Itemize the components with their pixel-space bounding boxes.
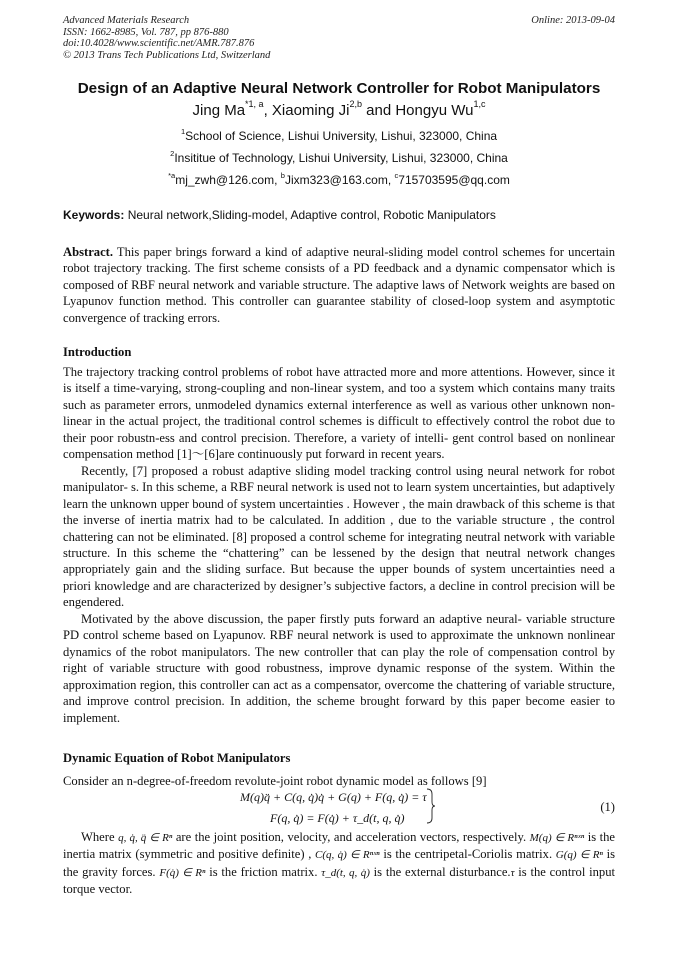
email-b: Jixm323@163.com, xyxy=(284,173,395,187)
paragraph: Recently, [7] proposed a robust adaptive sliding model tracking control using neural network for robot manipulator- s. In this scheme, a RBF neural network is used not to learn system uncertainties, but adaptively learn the unknown upper bound of system uncertainties . However , the main drawback of this scheme is that the inverse of inertia matrix had to be calculated. In addition , due to the variable structure , the control chattering can not be eliminated. [8] proposed a control scheme for integrating neutral network with variable structure. In this scheme the “chattering” can be lessened by the design that neutral network changes appropriately gain and the sliding surface. But because the upper bounds of system uncertainties need a priori knowledge and are characterized by designer’s subjective factors, a decline in control precision will be engendered. xyxy=(63,463,615,610)
email-a: mj_zwh@126.com, xyxy=(175,173,281,187)
keywords-label: Keywords: xyxy=(63,208,125,222)
dynamics-intro: Consider an n-degree-of-freedom revolute-joint robot dynamic model as follows [9] xyxy=(63,774,487,788)
author-emails: $^{*a}$mj_zwh@126.com, $^b$Jixm323@163.com, $^c$715703595@qq.com xyxy=(168,171,510,187)
introduction-body xyxy=(63,364,615,726)
journal-name: Advanced Materials Research xyxy=(63,15,190,26)
copyright: © 2013 Trans Tech Publications Ltd, Switzerland xyxy=(63,49,271,61)
paragraph: Motivated by the above discussion, the paper firstly puts forward an adaptive neural- variable structure PD control scheme based on Lyapunov. RBF neural network is used to approximate the unknown nonlinear dynamics of the robot manipulators. The new controller that can play the role of compensation control by right of variable structure with good robustness, improve dynamic response of the system. Within the approximation region, this controller can act as a compensator, overcome the chattering of variable structure, and improve control precision. In addition, the scheme brought forward by this paper become easier to implement. xyxy=(63,611,615,725)
section-heading-dynamics: Dynamic Equation of Robot Manipulators xyxy=(63,751,291,765)
equation-description xyxy=(63,829,615,898)
math-inline: G(q) ∈ Rⁿ xyxy=(555,849,603,862)
math-inline: M(q) ∈ Rⁿˣⁿ xyxy=(529,832,585,844)
author-name: Xiaoming Ji xyxy=(271,102,350,119)
affiliation-2: $^2$Insititue of Technology, Lishui University, Lishui, 323000, China xyxy=(170,149,508,165)
keywords xyxy=(63,208,623,223)
math-inline: τ_d(t, q, q̇) xyxy=(321,866,370,879)
journal-header xyxy=(63,15,270,61)
math-inline: q, q̇, q̈ ∈ Rⁿ xyxy=(118,832,173,844)
online-date: Online: 2013-09-04 xyxy=(531,15,615,26)
math-inline: C(q, q̇) ∈ Rⁿˣⁿ xyxy=(315,849,380,862)
issn: ISSN: 1662-8985, Vol. 787, pp 876-880 xyxy=(63,26,229,38)
author-sup: *1, a xyxy=(245,99,264,109)
abstract-text: This paper brings forward a kind of adaptive neural-sliding model control schemes for uncertain robot trajectory tracking. The first scheme consists of a PD feedback and a dynamic compensator which is composed of RBF neural network and variable structure. The adaptive laws of Network weights are based on Lyapunov function method. This controller can guarantee stability of closed-loop system and asymptotic convergence of tracking errors. xyxy=(63,245,615,325)
author-name: Jing Ma xyxy=(192,102,246,119)
equation-line-2: F(q, q̇) = F(q̇) + τ_d(t, q, q̇) xyxy=(270,811,405,825)
right-brace xyxy=(426,788,436,824)
author-list: Jing Ma$^{*1, a}$, Xiaoming Ji$^{2,b}$ and Hongyu Wu$^{1,c}$ xyxy=(192,99,486,119)
section-heading-introduction: Introduction xyxy=(63,345,132,359)
paper-title: Design of an Adaptive Neural Network Controller for Robot Manipulators xyxy=(77,80,601,97)
paragraph: Where q, q̇, q̈ ∈ Rⁿ are the joint position, velocity, and acceleration vectors, respectively. M(q) ∈ Rⁿˣⁿ is the inertia matrix (symmetric and positive definite) , C(q, q̇) ∈ Rⁿˣⁿ is the centripetal-Coriolis matrix. G(q) ∈ Rⁿ is the gravity forces. F(q̇) ∈ Rⁿ is the friction matrix. τ_d(t, q, q̇) is the external disturbance.τ is the control input torque vector. xyxy=(63,830,616,897)
equation-number: (1) xyxy=(600,800,615,814)
math-inline: F(q̇) ∈ Rⁿ xyxy=(159,866,206,879)
equation-line-1: M(q)q̈ + C(q, q̇)q̇ + G(q) + F(q, q̇) = τ xyxy=(240,790,427,804)
abstract xyxy=(63,244,615,326)
doi: doi:10.4028/www.scientific.net/AMR.787.876 xyxy=(63,38,255,49)
email-c: 715703595@qq.com xyxy=(398,173,510,187)
author-name: Hongyu Wu xyxy=(395,102,474,119)
keywords-list: Neural network,Sliding-model, Adaptive control, Robotic Manipulators xyxy=(124,208,496,222)
paragraph: The trajectory tracking control problems of robot have attracted more and more attentions. However, since it is itself a time-varying, strong-coupling and non-linear system, and too a system which contains many traits such as parameter errors, unmodeled dynamics external interference as well as various other unknown non-linear in the actual project, the traditional control schemes is difficult to effectively control the robot due to their poor robustn-ess and control precision. Therefore, a variety of intelli- gent control based on nonlinear compensation method [1]～[6]are continuously put forward in recent years. xyxy=(63,365,615,462)
abstract-label: Abstract. xyxy=(63,245,114,259)
author-sup: 1,c xyxy=(473,99,486,109)
math-inline: τ xyxy=(510,866,515,879)
author-sup: 2,b xyxy=(349,99,362,109)
affiliation-1: $^1$School of Science, Lishui University, Lishui, 323000, China xyxy=(180,127,498,143)
